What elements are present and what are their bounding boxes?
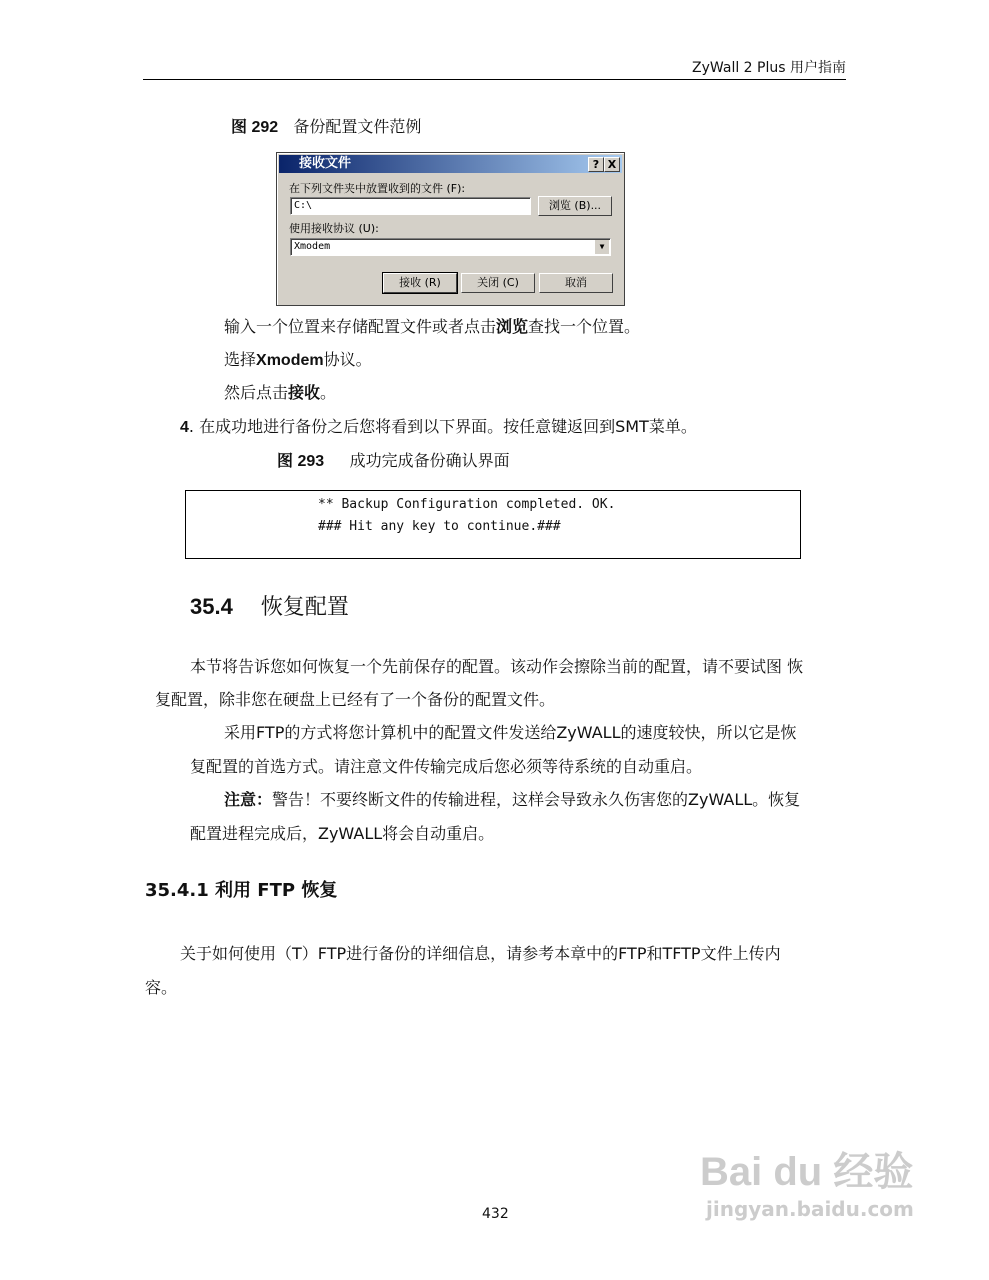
cancel-button[interactable]: 取消 [539,273,613,293]
paragraph-line: 采用FTP的方式将您计算机中的配置文件发送给ZyWALL的速度较快，所以它是恢 [224,723,797,742]
figure-caption: 图 292 备份配置文件范例 [231,117,422,136]
receive-file-dialog [276,152,625,306]
header-rule [143,79,846,80]
close-icon[interactable]: X [604,157,620,172]
protocol-select[interactable] [290,238,611,256]
dialog-titlebar [279,155,622,173]
browse-button[interactable]: 浏览 (B)... [538,196,612,216]
receive-button[interactable]: 接收 (R) [383,273,457,293]
watermark-logo: Bai du 经验 [700,1150,914,1194]
terminal-line: ** Backup Configuration completed. OK. [318,497,616,512]
protocol-value: Xmodem [294,241,331,252]
chevron-down-icon[interactable]: ▼ [595,240,609,254]
terminal-box [185,490,801,559]
page-number: 432 [482,1206,509,1222]
folder-label: 在下列文件夹中放置收到的文件 (F): [289,182,466,195]
folder-input[interactable]: C:\ [290,197,531,215]
step-4: 4. 在成功地进行备份之后您将看到以下界面。按任意键返回到SMT菜单。 [180,417,697,436]
paragraph-line: 配置进程完成后，ZyWALL将会自动重启。 [190,824,495,843]
paragraph-line: 关于如何使用（T）FTP进行备份的详细信息，请参考本章中的FTP和TFTP文件上传内 [180,944,781,963]
paragraph-line: 本节将告诉您如何恢复一个先前保存的配置。该动作会擦除当前的配置，请不要试图 恢 [190,657,804,676]
dialog-title: 接收文件 [299,156,352,171]
running-header: ZyWall 2 Plus 用户指南 [692,60,846,76]
paragraph-line: 注意：警告！不要终断文件的传输进程，这样会导致永久伤害您的ZyWALL。恢复 [224,790,801,809]
close-button[interactable]: 关闭 (C) [461,273,535,293]
subsection-heading: 35.4.1 利用 FTP 恢复 [145,880,338,901]
step-text: 输入一个位置来存储配置文件或者点击浏览查找一个位置。 [224,317,641,336]
step-text: 然后点击接收。 [224,383,337,402]
paragraph-line: 复配置，除非您在硬盘上已经有了一个备份的配置文件。 [155,690,556,709]
help-button[interactable]: ? [588,157,604,172]
terminal-line: ### Hit any key to continue.### [318,519,561,534]
step-text: 选择Xmodem协议。 [224,350,372,369]
paragraph-line: 复配置的首选方式。请注意文件传输完成后您必须等待系统的自动重启。 [190,757,703,776]
figure-caption: 图 293 成功完成备份确认界面 [277,451,510,470]
baidu-watermark [700,1140,914,1221]
section-heading: 35.4 恢复配置 [190,594,349,620]
paragraph-line: 容。 [145,978,178,997]
protocol-label: 使用接收协议 (U): [289,222,379,235]
watermark-url: jingyan.baidu.com [706,1197,914,1221]
